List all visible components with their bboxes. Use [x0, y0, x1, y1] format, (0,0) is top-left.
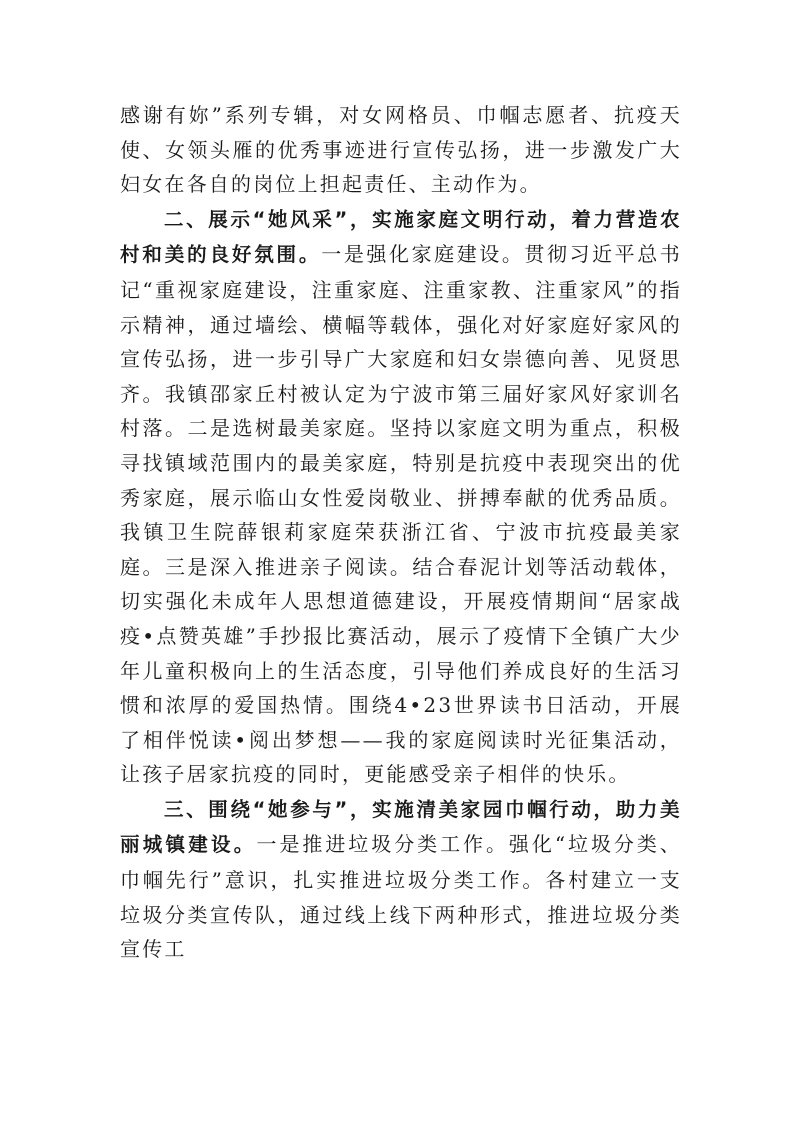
paragraph-continuation	[120, 98, 682, 202]
section-heading-three: 三、围绕“她参与”，实施清美家园巾帼行动，助力美丽城镇建设。	[120, 797, 682, 857]
document-body	[120, 98, 682, 967]
paragraph-section-three	[120, 792, 682, 967]
paragraph-text: 一是强化家庭建设。贯彻习近平总书记“重视家庭建设，注重家庭、注重家教、注重家风”的指示精神，通过墙绘、横幅等载体，强化对好家庭好家风的宣传弘扬，进一步引导广大家庭和妇女崇德向善、见贤思齐。我镇邵家丘村被认定为宁波市第三届好家风好家训名村落。二是选树最美家庭。坚持以家庭文明为重点，积极寻找镇域范围内的最美家庭，特别是抗疫中表现突出的优秀家庭，展示临山女性爱岗敬业、拼搏奉献的优秀品质。我镇卫生院薛银莉家庭荣获浙江省、宁波市抗疫最美家庭。三是深入推进亲子阅读。结合春泥计划等活动载体，切实强化未成年人思想道德建设，开展疫情期间“居家战疫•点赞英雄”手抄报比赛活动，展示了疫情下全镇广大少年儿童积极向上的生活态度，引导他们养成良好的生活习惯和浓厚的爱国热情。围绕4•23世界读书日活动，开展了相伴悦读•阅出梦想——我的家庭阅读时光征集活动，让孩子居家抗疫的同时，更能感受亲子相伴的快乐。	[120, 242, 682, 787]
section-heading-two: 二、展示“她风采”，实施家庭文明行动，着力营造农村和美的良好氛围。	[120, 207, 682, 267]
paragraph-section-two	[120, 202, 682, 792]
paragraph-text: 一是推进垃圾分类工作。强化“垃圾分类、巾帼先行”意识，扎实推进垃圾分类工作。各村建立一支垃圾分类宣传队，通过线上线下两种形式，推进垃圾分类宣传工	[120, 832, 682, 962]
paragraph-text: 感谢有妳”系列专辑，对女网格员、巾帼志愿者、抗疫天使、女领头雁的优秀事迹进行宣传弘扬，进一步激发广大妇女在各自的岗位上担起责任、主动作为。	[120, 103, 682, 197]
